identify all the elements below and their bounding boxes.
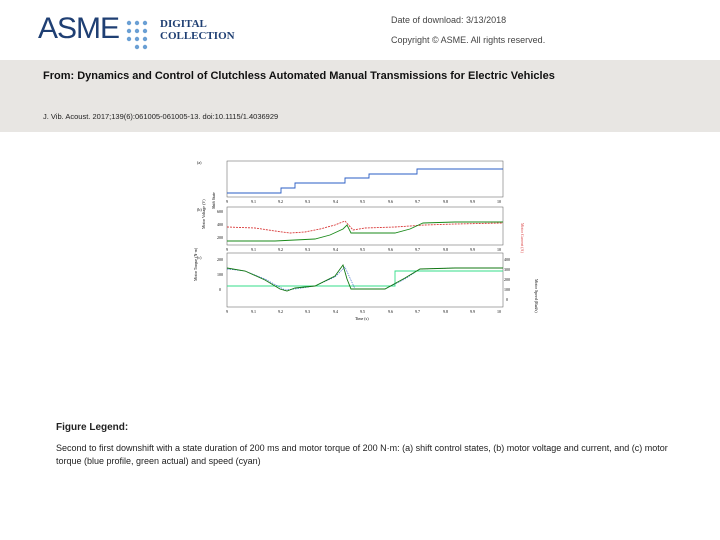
article-title: From: Dynamics and Control of Clutchless Automated Manual Transmissions for Electric Vehicles [43,70,555,82]
legend-heading: Figure Legend: [56,422,129,433]
ytick-b-200: 200 [217,235,223,240]
xtick-a-10: 10 [497,199,501,204]
xtick-a-0: 9 [226,199,228,204]
xtick-b-3: 9.3 [305,247,310,252]
xtick-b-8: 9.8 [443,247,448,252]
logo-subtitle [160,18,235,42]
logo-dots-icon [124,18,154,52]
panel-label-c: (c) [197,255,202,260]
ytick-c-r-300: 300 [504,267,510,272]
xtick-c-6: 9.6 [388,309,393,314]
logo-sub-digital: DIGITAL [160,18,207,30]
xtick-b-5: 9.5 [360,247,365,252]
xtick-b-4: 9.4 [333,247,338,252]
ytick-c-r-200: 200 [504,277,510,282]
xtick-a-1: 9.1 [251,199,256,204]
ylabel-motor-torque: Motor Torque (N·m) [193,247,198,281]
xtick-c-3: 9.3 [305,309,310,314]
xtick-b-1: 9.1 [251,247,256,252]
asme-logo [38,12,248,52]
ylabel-motor-voltage: Motor Voltage (V) [201,199,206,229]
xtick-b-7: 9.7 [415,247,420,252]
ytick-b-600: 600 [217,209,223,214]
copyright: Copyright © ASME. All rights reserved. [391,35,546,45]
logo-text: ASME [38,12,120,45]
panel-label-a: (a) [197,160,202,165]
xtick-a-2: 9.2 [278,199,283,204]
ytick-c-r-100: 100 [504,287,510,292]
panel-label-b: (b) [197,207,202,212]
xtick-b-10: 10 [497,247,501,252]
torque-profile-line [227,267,503,290]
xtick-c-8: 9.8 [443,309,448,314]
ytick-c-200: 200 [217,257,223,262]
xtick-a-5: 9.5 [360,199,365,204]
legend-text: Second to first downshift with a state duration of 200 ms and motor torque of 200 N·m: (a) shift control states, (b) motor voltage and current, and (c) motor torque (blue profile, green actual) and speed (cyan) [56,443,668,466]
ytick-b-400: 400 [217,222,223,227]
download-date: Date of download: 3/13/2018 [391,15,507,25]
x-ticks [226,199,501,314]
panel-b [201,199,525,254]
panel-c [193,247,539,313]
xtick-a-3: 9.3 [305,199,310,204]
ytick-c-r-400: 400 [504,257,510,262]
ytick-c-100: 100 [217,272,223,277]
xtick-a-9: 9.9 [470,199,475,204]
motor-current-line [227,221,503,233]
xtick-a-6: 9.6 [388,199,393,204]
xtick-c-0: 9 [226,309,228,314]
xtick-c-5: 9.5 [360,309,365,314]
xtick-c-1: 9.1 [251,309,256,314]
xtick-c-4: 9.4 [333,309,338,314]
xlabel-time: Time (s) [355,316,369,321]
ylabel-shift-state: Shift State [211,192,216,209]
xtick-c-7: 9.7 [415,309,420,314]
motor-speed-line [227,271,503,286]
xtick-b-2: 9.2 [278,247,283,252]
motor-voltage-line [227,222,503,241]
xtick-b-0: 9 [226,247,228,252]
ylabel-motor-current: Motor Current (A) [520,223,525,253]
xtick-c-2: 9.2 [278,309,283,314]
xtick-b-6: 9.6 [388,247,393,252]
ytick-c-0: 0 [219,287,221,292]
shift-state-line [227,169,503,193]
logo-sub-collection: COLLECTION [160,30,235,42]
article-citation: J. Vib. Acoust. 2017;139(6):061005-061005-13. doi:10.1115/1.4036929 [43,112,279,121]
xtick-a-4: 9.4 [333,199,338,204]
ytick-c-r-0: 0 [506,297,508,302]
xtick-a-8: 9.8 [443,199,448,204]
torque-actual-line [227,265,503,291]
xtick-a-7: 9.7 [415,199,420,204]
figure-plot [193,155,539,325]
xtick-c-9: 9.9 [470,309,475,314]
xtick-b-9: 9.9 [470,247,475,252]
ylabel-motor-speed: Motor Speed (Rad/s) [534,279,539,313]
xtick-c-10: 10 [497,309,501,314]
